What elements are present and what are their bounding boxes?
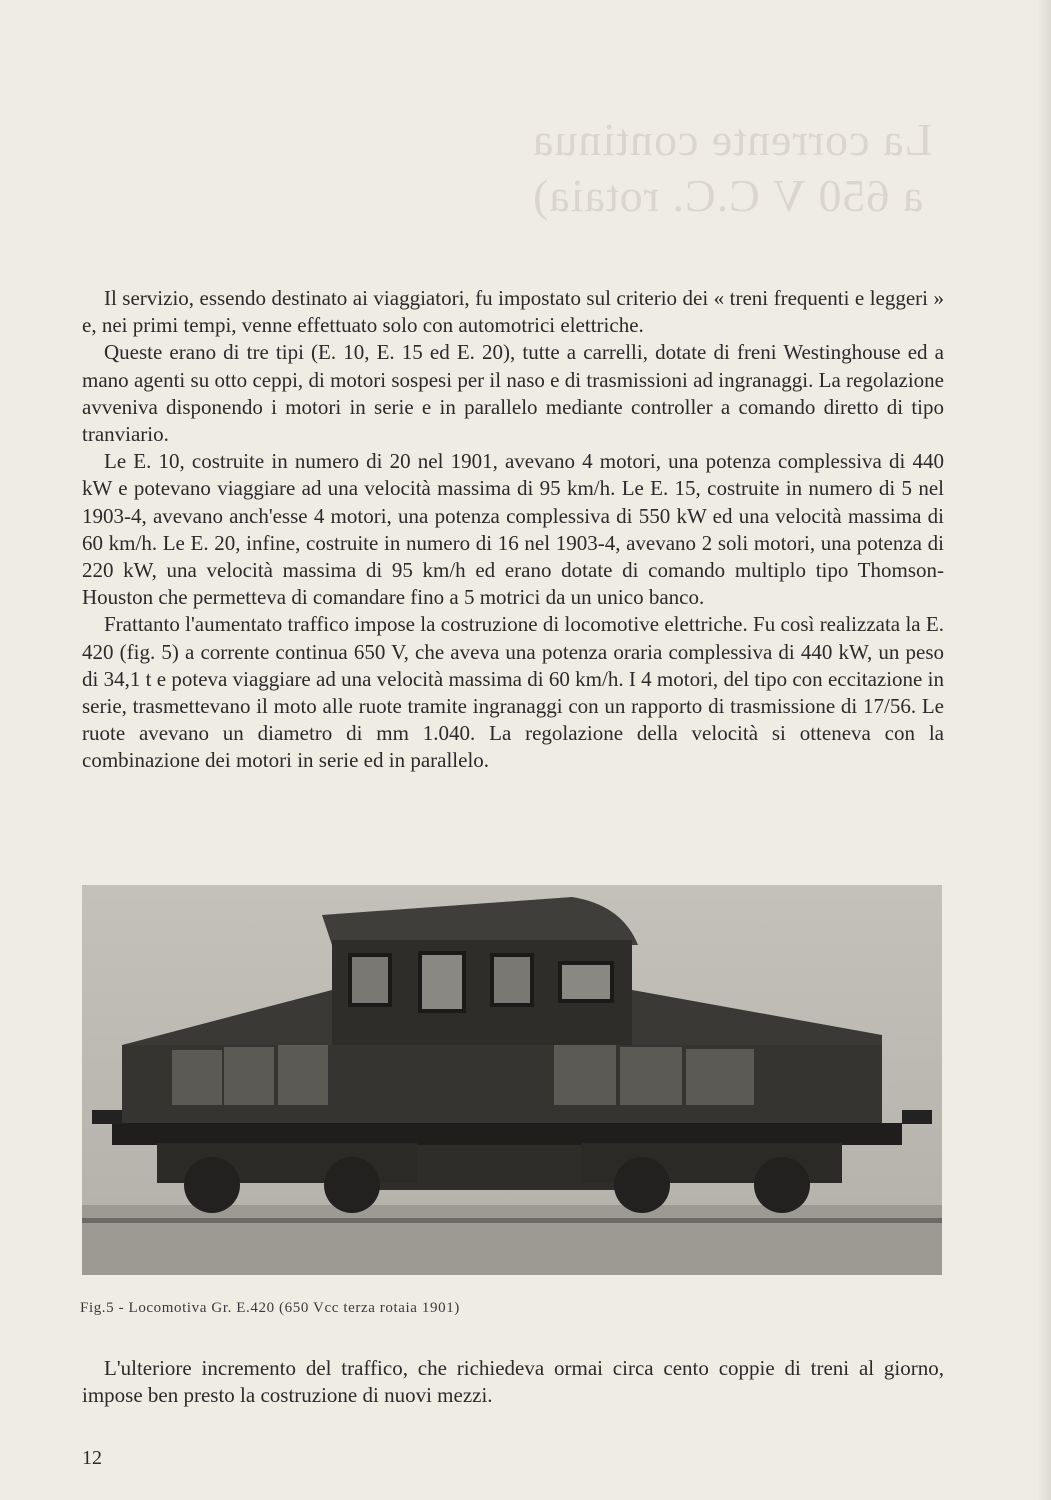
closing-text: [82, 1355, 944, 1409]
page-edge-shadow: [1037, 0, 1051, 1500]
bleed-through-line: a 650 V C.C. rotaia): [532, 170, 924, 221]
figure-caption: Fig.5 - Locomotiva Gr. E.420 (650 Vcc terza rotaia 1901): [80, 1300, 460, 1316]
cab-window: [560, 963, 612, 1001]
cab-window: [420, 953, 464, 1011]
locomotive-illustration: [82, 885, 942, 1275]
body-text: [82, 285, 944, 775]
ground: [82, 1205, 942, 1275]
page-number: 12: [82, 1447, 102, 1469]
cab-window: [350, 955, 390, 1005]
paragraph: Il servizio, essendo destinato ai viaggiatori, fu impostato sul criterio dei « treni frequenti e leggeri » e, nei primi tempi, venne effettuato solo con automotrici elettriche.: [82, 286, 944, 338]
paragraph: L'ulteriore incremento del traffico, che richiedeva ormai circa cento coppie di treni al giorno, impose ben presto la costruzione di nuovi mezzi.: [82, 1356, 944, 1408]
bleed-through-title: [532, 112, 933, 224]
bleed-through-line: La corrente continua: [532, 114, 933, 165]
paragraph: Queste erano di tre tipi (E. 10, E. 15 ed E. 20), tutte a carrelli, dotate di freni Westinghouse ed a mano agenti su otto ceppi, di motori sospesi per il naso e di trasmissioni ad ingranaggi. La regolazione avveniva disponendo i motori in serie e in parallelo mediante controller a comando diretto di tipo tranviario.: [82, 340, 944, 447]
paragraph: Le E. 10, costruite in numero di 20 nel 1901, avevano 4 motori, una potenza complessiva di 440 kW e potevano viaggiare ad una velocità massima di 95 km/h. Le E. 15, costruite in numero di 5 nel 1903-4, avevano anch'esse 4 motori, una potenza complessiva di 550 kW ed una velocità massima di 60 km/h. Le E. 20, infine, costruite in numero di 16 nel 1903-4, avevano 2 soli motori, una potenza di 220 kW, una velocità massima di 95 km/h ed erano dotate di comando multiplo tipo Thomson-Houston che permetteva di comandare fino a 5 motrici da un unico banco.: [82, 449, 944, 610]
cab-window: [492, 955, 532, 1005]
paragraph: Frattanto l'aumentato traffico impose la costruzione di locomotive elettriche. Fu così realizzata la E. 420 (fig. 5) a corrente continua 650 V, che aveva una potenza oraria complessiva di 440 kW, un peso di 34,1 t e poteva viaggiare ad una velocità massima di 60 km/h. I 4 motori, del tipo con eccitazione in serie, trasmettevano il moto alle ruote tramite ingranaggi con un rapporto di trasmissione di 17/56. Le ruote avevano un diametro di mm 1.040. La regolazione della velocità si otteneva con la combinazione dei motori in serie ed in parallelo.: [82, 612, 944, 773]
locomotive-frame: [112, 1123, 902, 1145]
locomotive-photo: [82, 885, 942, 1275]
